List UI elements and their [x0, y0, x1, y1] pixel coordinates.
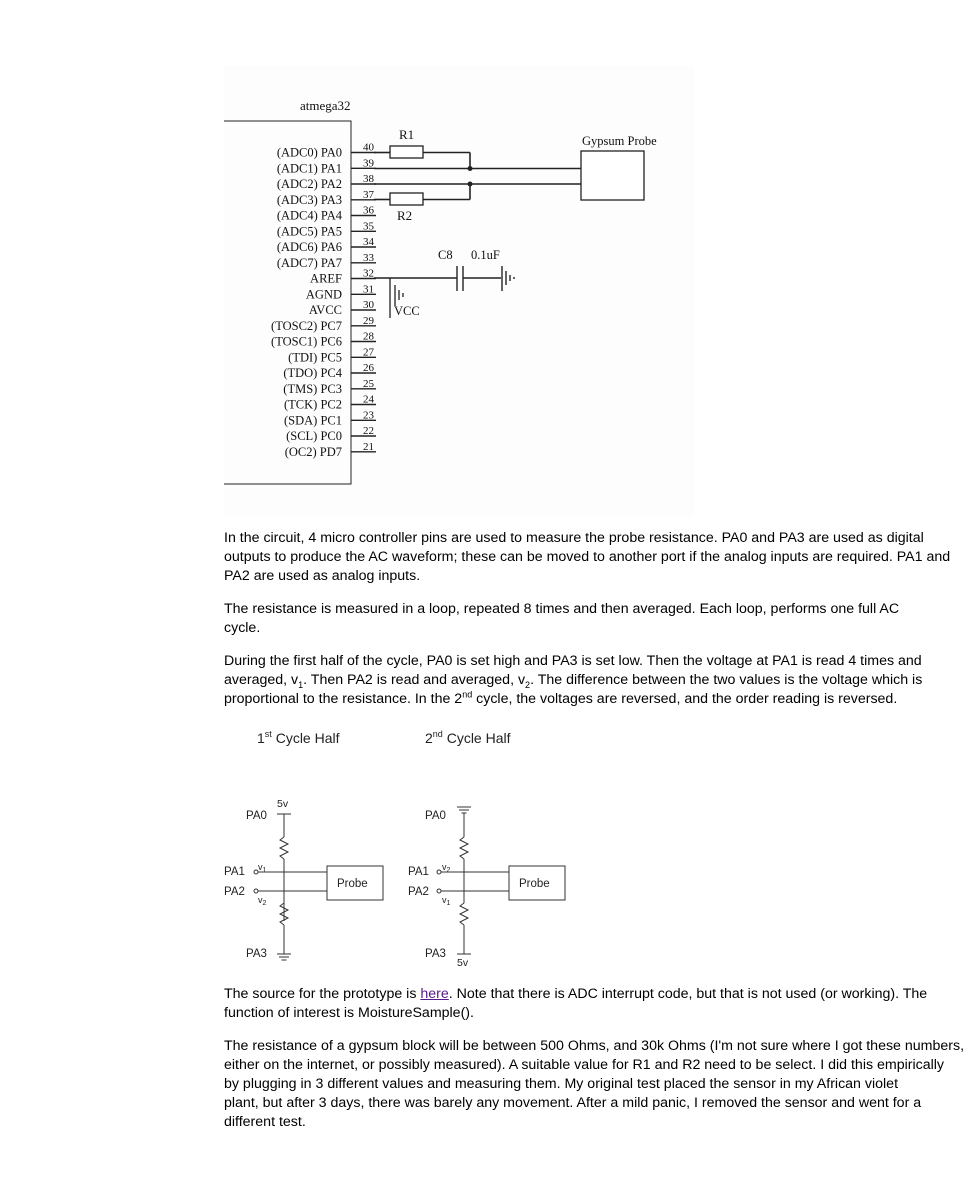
pin-label: (ADC0) PA0 [276, 145, 342, 160]
cycle-half-diagram [224, 725, 584, 975]
r2-label: R2 [397, 208, 413, 223]
text-line: The resistance is measured in a loop, repeated 8 times and then averaged. Each loop, performs one full AC [224, 601, 900, 617]
pin-number: 30 [363, 299, 374, 311]
text-line: outputs to produce the AC waveform; these can be moved to another port if the analog inputs are required. PA1 and [224, 549, 951, 565]
junction-dot-pa1 [468, 166, 473, 171]
pin-label: (TCK) PC2 [284, 397, 342, 412]
pin-label: (SDA) PC1 [284, 413, 342, 428]
c8-label: C8 [438, 248, 453, 262]
pin-label: (ADC3) PA3 [276, 192, 342, 207]
svg-text:v2: $v_2$ [258, 895, 267, 907]
pin-number: 36 [363, 204, 374, 217]
r2-resistor [390, 193, 423, 205]
r1-resistor [390, 146, 423, 158]
svg-text:PA1: PA1 [224, 866, 245, 878]
text-line: During the first half of the cycle, PA0 is set high and PA3 is set low. Then the voltage at PA1 is read 4 times and [224, 653, 922, 669]
pin-number: 40 [363, 141, 374, 154]
pin-number: 24 [363, 393, 374, 406]
pin-label: (ADC6) PA6 [276, 240, 342, 254]
text-line: function of interest is MoistureSample(). [224, 1005, 474, 1021]
atmega32-schematic [224, 66, 694, 516]
svg-text:Probe: Probe [337, 878, 368, 890]
svg-text:PA3: PA3 [246, 948, 267, 960]
second-half-circuit [408, 807, 565, 969]
paragraph-cycle-description [224, 652, 923, 709]
svg-text:5v: 5v [457, 957, 469, 969]
text-line: either on the internet, or possibly measured). A suitable value for R1 and R2 need to be select. I did this empirically [224, 1057, 945, 1073]
text-line: by plugging in 3 different values and measuring them. My original test placed the sensor in my African violet [224, 1076, 899, 1092]
svg-text:PA2: PA2 [224, 886, 245, 898]
pin-number: 29 [363, 314, 374, 327]
pin-number: 27 [363, 346, 374, 359]
pin-number: 39 [363, 157, 374, 170]
svg-text:v2: $v_2$ [442, 862, 451, 874]
svg-text:v1: $v_1$ [442, 895, 451, 907]
pin-label: (ADC4) PA4 [276, 208, 342, 223]
svg-text:PA0: PA0 [425, 810, 446, 822]
text-line: cycle. [224, 620, 261, 636]
pin-label: (TDI) PC5 [288, 350, 342, 365]
paragraph-circuit-pins [224, 529, 951, 586]
pin-label: AVCC [308, 303, 342, 317]
junction-dot-pa2 [468, 182, 473, 187]
pin-label: (TOSC2) PC7 [271, 318, 342, 333]
source-link[interactable]: here [420, 986, 449, 1002]
vcc-label: VCC [394, 304, 420, 318]
pin-label: (TOSC1) PC6 [271, 334, 342, 349]
pin-label: (ADC2) PA2 [276, 177, 342, 191]
pin-label: AGND [305, 287, 342, 302]
cycle-title-second: 2nd Cycle Half [425, 729, 511, 746]
svg-text:v1: $v_1$ [258, 862, 267, 874]
pin-number: 21 [363, 440, 374, 453]
text-line: proportional to the resistance. In the 2nd cycle, the voltages are reversed, and the order reading is reversed. [224, 689, 898, 707]
pin-number: 26 [363, 362, 374, 374]
pin-label: (TDO) PC4 [283, 366, 342, 380]
text-line: plant, but after 3 days, there was barely any movement. After a mild panic, I removed the sensor and went for a [224, 1095, 922, 1111]
pin-label: AREF [310, 271, 342, 286]
svg-text:PA3: PA3 [425, 948, 446, 960]
pin-label: (ADC5) PA5 [276, 224, 342, 239]
gypsum-probe-label: Gypsum Probe [582, 134, 657, 148]
paragraph-loop-description [224, 600, 900, 638]
pin-number: 34 [363, 236, 374, 248]
pin-label: (SCL) PC0 [286, 429, 342, 443]
pin-label: (TMS) PC3 [283, 381, 342, 396]
svg-text:PA2: PA2 [408, 886, 429, 898]
pin-number: 25 [363, 377, 374, 390]
pin-number: 37 [363, 188, 374, 201]
pin-number: 33 [363, 251, 374, 264]
pin-number: 23 [363, 409, 374, 422]
text-line: averaged, $v_1$. Then PA2 is read and averaged, $v_2$. The difference between the two values is the voltage which is [224, 672, 923, 690]
pin-number: 35 [363, 220, 374, 233]
pin-number: 32 [363, 267, 374, 280]
svg-text:PA1: PA1 [408, 866, 429, 878]
c8-value-label: 0.1uF [471, 248, 500, 262]
r1-label: R1 [399, 127, 415, 142]
text-line: The source for the prototype is here. Note that there is ADC interrupt code, but that is not used (or working). The [224, 986, 928, 1002]
text-line: In the circuit, 4 micro controller pins are used to measure the probe resistance. PA0 and PA3 are used as digital [224, 530, 924, 546]
svg-text:PA0: PA0 [246, 810, 267, 822]
pin-label: (OC2) PD7 [284, 444, 342, 459]
pin-number: 31 [363, 283, 374, 296]
text-line: different test. [224, 1114, 306, 1130]
paragraph-source-link [224, 985, 928, 1023]
paragraph-gypsum-resistance [224, 1037, 964, 1132]
pin-number: 38 [363, 173, 374, 185]
svg-text:5v: 5v [277, 798, 289, 810]
pin-number: 22 [363, 425, 374, 437]
first-half-circuit [224, 798, 383, 960]
text-line: The resistance of a gypsum block will be between 500 Ohms, and 30k Ohms (I'm not sure where I got these numbers, [224, 1038, 964, 1054]
svg-text:Probe: Probe [519, 878, 550, 890]
chip-name-label: atmega32 [300, 98, 351, 113]
pin-label: (ADC1) PA1 [276, 161, 342, 176]
pin-label: (ADC7) PA7 [276, 255, 342, 270]
cycle-title-first: 1st Cycle Half [257, 729, 340, 746]
pin-number: 28 [363, 330, 374, 343]
text-line: PA2 are used as analog inputs. [224, 568, 421, 584]
gypsum-probe-box [581, 151, 644, 200]
